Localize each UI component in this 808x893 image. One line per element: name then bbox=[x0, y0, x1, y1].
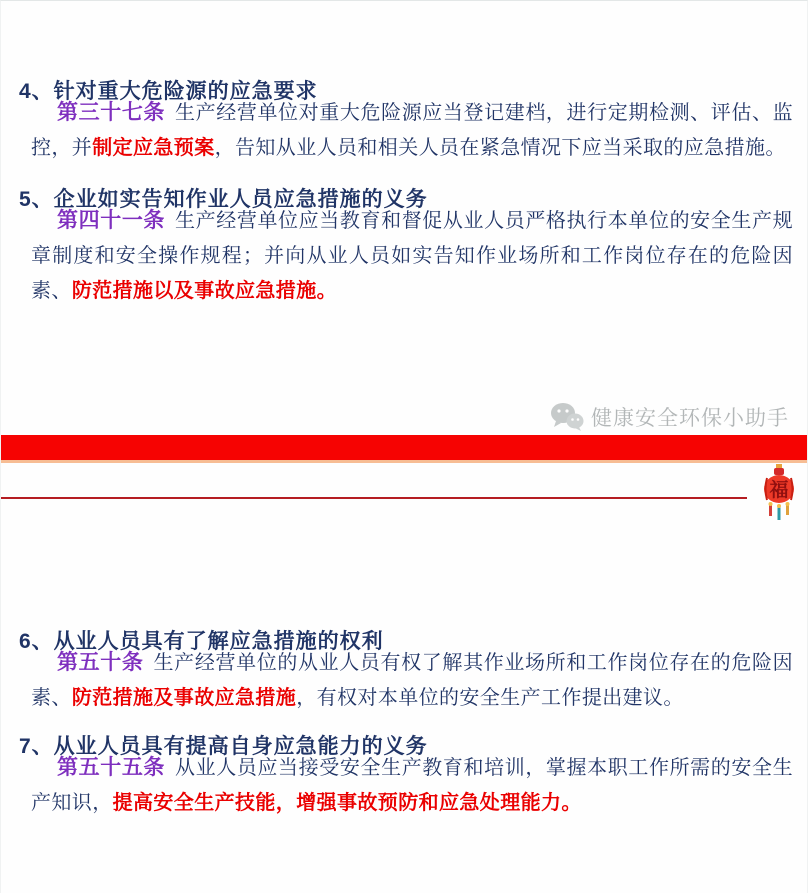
article-55-label: 第五十五条 bbox=[57, 756, 166, 779]
svg-text:福: 福 bbox=[769, 479, 789, 501]
watermark bbox=[550, 401, 789, 433]
article-41-run-2-emphasis: 防范措施以及事故应急措施。 bbox=[71, 280, 338, 302]
article-55-run-1: 从业人员应当接受安全生产教育和培训，掌握本职工作所需的安全生产知识， bbox=[31, 757, 794, 814]
article-37-run-3: ，告知从业人员和相关人员在紧急情况下应当采取的应急措施。 bbox=[214, 137, 786, 159]
section-5-heading: 5、企业如实告知作业人员应急措施的义务 bbox=[19, 188, 428, 212]
article-41-label: 第四十一条 bbox=[57, 209, 166, 232]
red-separator-band bbox=[1, 435, 808, 463]
article-55-paragraph bbox=[31, 750, 793, 821]
section-4-heading: 4、针对重大危险源的应急要求 bbox=[19, 80, 318, 104]
section-7-heading: 7、从业人员具有提高自身应急能力的义务 bbox=[19, 735, 428, 759]
article-41-paragraph bbox=[31, 203, 793, 309]
article-37-label: 第三十七条 bbox=[57, 101, 166, 124]
section-6-heading: 6、从业人员具有了解应急措施的权利 bbox=[19, 630, 384, 654]
article-50-run-3: ，有权对本单位的安全生产工作提出建议。 bbox=[296, 687, 684, 709]
article-37-paragraph bbox=[31, 95, 793, 166]
article-50-run-2-emphasis: 防范措施及事故应急措施 bbox=[71, 687, 297, 709]
article-41-run-1: 生产经营单位应当教育和督促从业人员严格执行本单位的安全生产规章制度和安全操作规程；并向从业人员如实告知作业场所和工作岗位存在的危险因素、 bbox=[31, 210, 794, 302]
article-50-paragraph bbox=[31, 645, 793, 716]
article-55-run-2-emphasis: 提高安全生产技能，增强事故预防和应急处理能力。 bbox=[112, 792, 582, 814]
red-divider-line bbox=[1, 497, 747, 499]
lantern-icon bbox=[758, 464, 800, 527]
wechat-chat-bubbles-icon bbox=[550, 402, 584, 432]
article-37-run-1: 生产经营单位对重大危险源应当登记建档，进行定期检测、评估、监控，并 bbox=[31, 102, 794, 159]
watermark-text: 健康安全环保小助手 bbox=[591, 407, 789, 430]
article-37-run-2-emphasis: 制定应急预案 bbox=[92, 137, 215, 159]
article-50-run-1: 生产经营单位的从业人员有权了解其作业场所和工作岗位存在的危险因素、 bbox=[31, 652, 793, 709]
article-50-label: 第五十条 bbox=[57, 651, 144, 674]
